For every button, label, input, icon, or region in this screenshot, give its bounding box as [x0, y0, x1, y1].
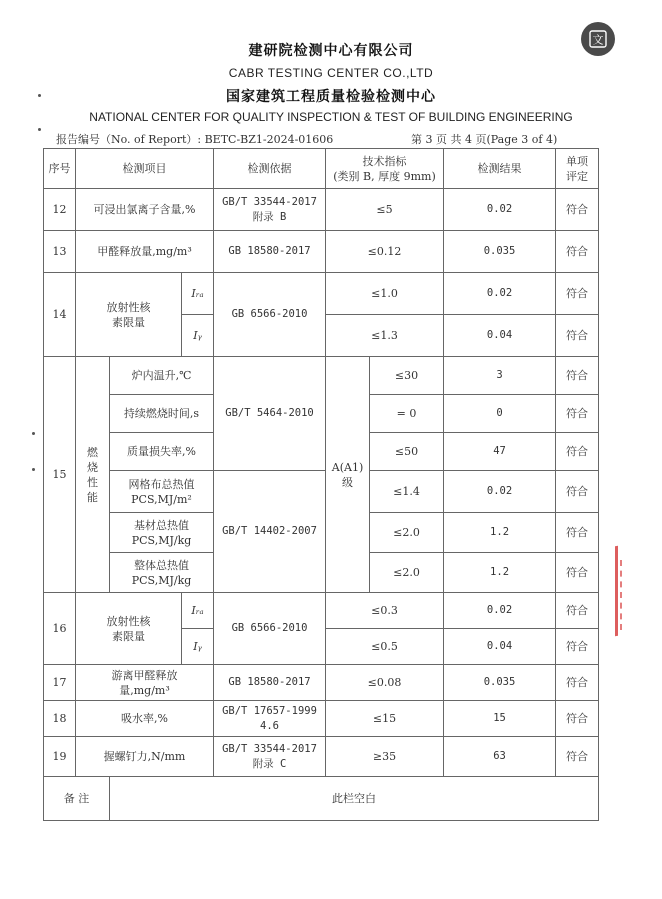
spec-class: A(A1) 级: [326, 357, 370, 593]
table-row: [44, 593, 599, 629]
margin-dot: [32, 432, 35, 435]
margin-dot: [38, 128, 41, 131]
spec-value: ≤50: [370, 433, 444, 471]
margin-dot: [38, 94, 41, 97]
sub-item: Iᵧ: [182, 315, 214, 357]
result-value: 63: [444, 737, 556, 777]
col-result-header: 检测结果: [444, 149, 556, 189]
row-number: 17: [44, 665, 76, 701]
verdict: 符合: [556, 189, 599, 231]
result-value: 1.2: [444, 513, 556, 553]
remarks-row: [44, 777, 599, 821]
center-name-cn: 国家建筑工程质量检验检测中心: [226, 89, 436, 105]
result-value: 15: [444, 701, 556, 737]
page-indicator: 第 3 页 共 4 页(Page 3 of 4): [411, 133, 558, 146]
margin-dot: [32, 468, 35, 471]
table-row: [44, 357, 599, 395]
table-header-row: [44, 149, 599, 189]
test-item: 网格布总热值 PCS,MJ/m²: [110, 471, 214, 513]
row-number: 13: [44, 231, 76, 273]
sub-item: Iᵣₐ: [182, 273, 214, 315]
result-value: 3: [444, 357, 556, 395]
row-number: 19: [44, 737, 76, 777]
spec-value: ≤30: [370, 357, 444, 395]
verdict: 符合: [556, 395, 599, 433]
row-number: 16: [44, 593, 76, 665]
table-row: [44, 231, 599, 273]
test-item: 整体总热值 PCS,MJ/kg: [110, 553, 214, 593]
verdict: 符合: [556, 737, 599, 777]
result-value: 0: [444, 395, 556, 433]
verdict: 符合: [556, 701, 599, 737]
test-item: 放射性核 素限量: [76, 593, 182, 665]
test-item: 持续燃烧时间,s: [110, 395, 214, 433]
table-row: [44, 737, 599, 777]
result-value: 1.2: [444, 553, 556, 593]
verdict: 符合: [556, 513, 599, 553]
result-value: 0.02: [444, 593, 556, 629]
spec-value: ≤1.0: [326, 273, 444, 315]
spec-value: = 0: [370, 395, 444, 433]
spec-value: ≤5: [326, 189, 444, 231]
verdict: 符合: [556, 231, 599, 273]
col-item-header: 检测项目: [76, 149, 214, 189]
test-item: 可浸出氯离子含量,%: [76, 189, 214, 231]
test-basis: GB/T 14402-2007: [214, 471, 326, 593]
spec-value: ≤2.0: [370, 513, 444, 553]
combustion-group-label: 燃 烧 性 能: [76, 357, 110, 593]
verdict: 符合: [556, 553, 599, 593]
verdict: 符合: [556, 273, 599, 315]
spec-value: ≤15: [326, 701, 444, 737]
test-basis: GB 6566-2010: [214, 273, 326, 357]
verdict: 符合: [556, 471, 599, 513]
result-value: 47: [444, 433, 556, 471]
verdict: 符合: [556, 357, 599, 395]
verdict: 符合: [556, 593, 599, 629]
result-value: 0.035: [444, 231, 556, 273]
row-number: 15: [44, 357, 76, 593]
table-row: [44, 471, 599, 513]
test-item: 握螺钉力,N/mm: [76, 737, 214, 777]
remarks-label: 备 注: [44, 777, 110, 821]
test-basis: GB/T 33544-2017 附录 B: [214, 189, 326, 231]
result-value: 0.02: [444, 471, 556, 513]
remarks-text: 此栏空白: [110, 777, 599, 821]
org-name-en: CABR TESTING CENTER CO.,LTD: [228, 66, 434, 80]
col-spec-header: 技术指标 (类别 B, 厚度 9mm): [326, 149, 444, 189]
test-basis: GB 18580-2017: [214, 665, 326, 701]
center-name-en: NATIONAL CENTER FOR QUALITY INSPECTION & TEST OF BUILDING ENGINEERING: [89, 110, 573, 124]
sub-item: Iᵧ: [182, 629, 214, 665]
row-number: 18: [44, 701, 76, 737]
table-row: [44, 273, 599, 315]
spec-value: ≤1.3: [326, 315, 444, 357]
test-item: 基材总热值 PCS,MJ/kg: [110, 513, 214, 553]
verdict: 符合: [556, 629, 599, 665]
spec-value: ≤0.12: [326, 231, 444, 273]
test-item: 炉内温升,℃: [110, 357, 214, 395]
result-value: 0.035: [444, 665, 556, 701]
col-seq-header: 序号: [44, 149, 76, 189]
spec-value: ≥35: [326, 737, 444, 777]
test-item: 游离甲醛释放 量,mg/m³: [76, 665, 214, 701]
result-value: 0.02: [444, 273, 556, 315]
test-basis: GB/T 33544-2017 附录 C: [214, 737, 326, 777]
test-results-table: [43, 148, 599, 821]
svg-text:文: 文: [592, 33, 604, 47]
report-number: 报告编号（No. of Report）: BETC-BZ1-2024-01606: [56, 133, 334, 146]
spec-value: ≤0.08: [326, 665, 444, 701]
sub-item: Iᵣₐ: [182, 593, 214, 629]
col-verdict-header: 单项 评定: [556, 149, 599, 189]
test-item: 吸水率,%: [76, 701, 214, 737]
test-basis: GB 18580-2017: [214, 231, 326, 273]
red-stamp-mark: [620, 560, 632, 630]
verdict: 符合: [556, 433, 599, 471]
spec-value: ≤1.4: [370, 471, 444, 513]
result-value: 0.04: [444, 629, 556, 665]
spec-value: ≤2.0: [370, 553, 444, 593]
verdict: 符合: [556, 665, 599, 701]
verdict: 符合: [556, 315, 599, 357]
result-value: 0.02: [444, 189, 556, 231]
org-name-cn: 建研院检测中心有限公司: [248, 43, 414, 59]
spec-value: ≤0.5: [326, 629, 444, 665]
row-number: 12: [44, 189, 76, 231]
result-value: 0.04: [444, 315, 556, 357]
test-basis: GB 6566-2010: [214, 593, 326, 665]
test-item: 质量损失率,%: [110, 433, 214, 471]
col-basis-header: 检测依据: [214, 149, 326, 189]
test-basis: GB/T 17657-1999 4.6: [214, 701, 326, 737]
spec-value: ≤0.3: [326, 593, 444, 629]
test-basis: GB/T 5464-2010: [214, 357, 326, 471]
test-item: 甲醛释放量,mg/m³: [76, 231, 214, 273]
table-row: [44, 665, 599, 701]
row-number: 14: [44, 273, 76, 357]
table-row: [44, 701, 599, 737]
test-item: 放射性核 素限量: [76, 273, 182, 357]
table-row: [44, 189, 599, 231]
